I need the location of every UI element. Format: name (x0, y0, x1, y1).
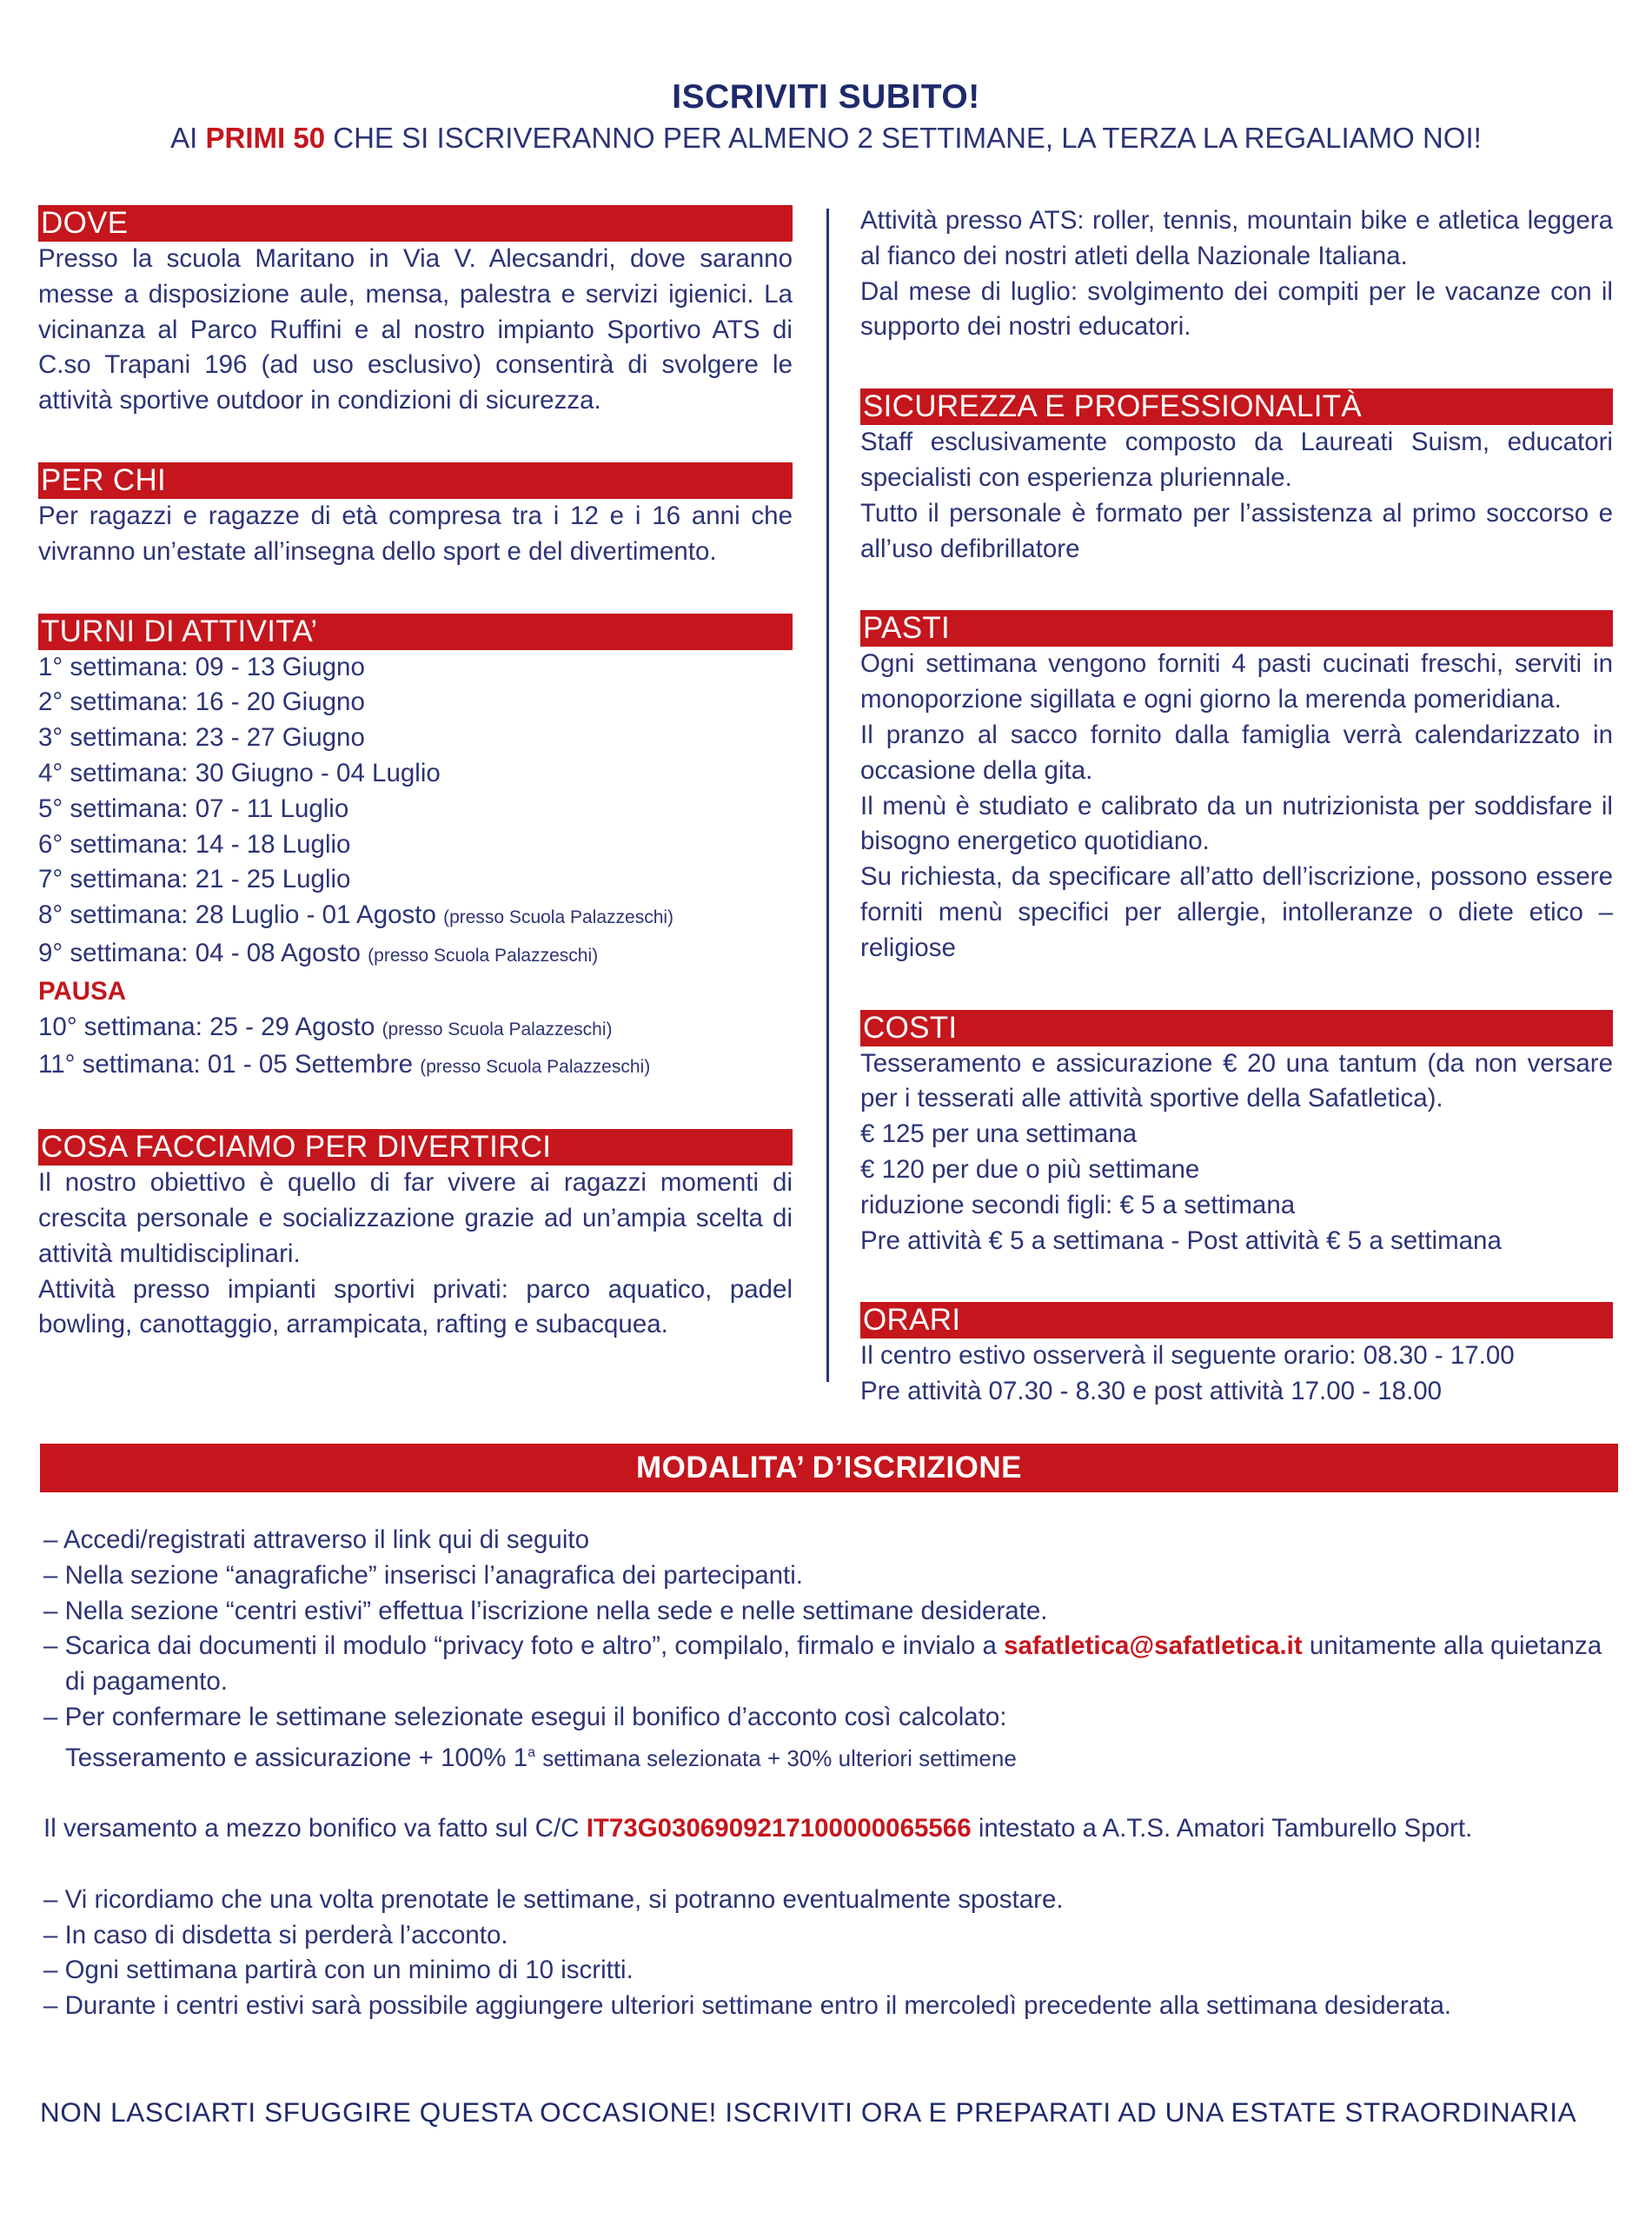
week-line (38, 721, 793, 756)
step4-post: unitamente alla quietanza di pagamento. (65, 1631, 1602, 1697)
week-label: 3° settimana: 23 - 27 Giugno (38, 723, 365, 753)
footer-cta: NON LASCIARTI SFUGGIRE QUESTA OCCASIONE! ISCRIVITI ORA E PREPARATI AD UNA ESTATE STRAORDINARIA (40, 2096, 1577, 2128)
week-line (38, 862, 793, 898)
week-line (38, 936, 793, 974)
email-link[interactable]: safatletica@safatletica.it (1004, 1631, 1303, 1661)
section-title-costi: COSTI (860, 1010, 1613, 1046)
week-label: 2° settimana: 16 - 20 Giugno (38, 687, 365, 717)
costi-line: € 125 per una settimana (860, 1119, 1138, 1149)
promo-pre: AI (170, 122, 198, 154)
formula-pre: Tesseramento e assicurazione + 100% 1 (65, 1743, 528, 1772)
section-title-orari: ORARI (860, 1302, 1613, 1338)
section-turni (38, 614, 793, 1086)
left-column (38, 205, 793, 1386)
pausa-label: PAUSA (38, 976, 127, 1006)
note-line: – In caso di disdetta si perderà l’acconto. (43, 1920, 508, 1949)
section-title-sicurezza: SICUREZZA E PROFESSIONALITÀ (860, 389, 1613, 425)
week-line (38, 1047, 793, 1086)
section-right-intro (860, 203, 1613, 345)
formula-post: settimana selezionata + 30% ulteriori settimene (542, 1744, 1017, 1771)
costi-line: Tesseramento e assicurazione € 20 una tantum (da non versare per i tesserati alle attività sportive della Safatletica). (860, 1048, 1613, 1113)
homework-text: Dal mese di luglio: svolgimento dei compiti per le vacanze con il supporto dei nostri educatori. (860, 276, 1613, 342)
week-label: 1° settimana: 09 - 13 Giugno (38, 652, 365, 681)
week-note: (presso Scuola Palazzeschi) (420, 1057, 651, 1078)
section-costi (860, 1010, 1613, 1259)
week-note: (presso Scuola Palazzeschi) (368, 945, 599, 966)
week-line (38, 1010, 793, 1048)
step-line: – Nella sezione “anagrafiche” inserisci l’anagrafica dei partecipanti. (43, 1560, 803, 1590)
spacer (43, 1776, 1618, 1811)
week-label: 9° settimana: 04 - 08 Agosto (38, 938, 361, 967)
cosa-facciamo-text-1: Il nostro obiettivo è quello di far vivere ai ragazzi momenti di crescita personale e socializzazione grazie ad un’ampia scelta di attività multidisciplinari. (38, 1168, 793, 1268)
bonifico-line (43, 1811, 1618, 1847)
pasti-text-4: Su richiesta, da specificare all’atto dell’iscrizione, possono essere forniti menù specifici per allergie, intolleranze o diete etico – religiose (860, 862, 1613, 962)
section-title-per-chi: PER CHI (38, 462, 793, 499)
week-label: 4° settimana: 30 Giugno - 04 Luglio (38, 758, 441, 787)
week-note: (presso Scuola Palazzeschi) (381, 1019, 613, 1039)
cosa-facciamo-text-2: Attività presso impianti sportivi privati: parco aquatico, padel bowling, canottaggio, arrampicata, rafting e subacquea. (38, 1274, 793, 1339)
week-note: (presso Scuola Palazzeschi) (443, 907, 674, 928)
costi-line: Pre attività € 5 a settimana - Post attività € 5 a settimana (860, 1225, 1502, 1255)
step-line: – Per confermare le settimane selezionate esegui il bonifico d’acconto così calcolato: (43, 1702, 1007, 1731)
week-line (38, 650, 793, 686)
section-pasti (860, 610, 1613, 966)
per-chi-text: Per ragazzi e ragazze di età compresa tra i 12 e i 16 anni che vivranno un’estate all’insegna dello sport e del divertimento. (38, 501, 793, 566)
header (0, 78, 1652, 155)
week-label: 7° settimana: 21 - 25 Luglio (38, 865, 351, 894)
step4-pre: – Scarica dai documenti il modulo “privacy foto e altro”, compilalo, firmalo e invialo a (43, 1631, 997, 1661)
pasti-text-2: Il pranzo al sacco fornito dalla famiglia verrà calendarizzato in occasione della gita. (860, 720, 1613, 785)
week-line (38, 898, 793, 936)
right-column (860, 205, 1613, 1453)
week-label: 11° settimana: 01 - 05 Settembre (38, 1050, 414, 1079)
formula-sup: a (527, 1744, 536, 1760)
column-divider (826, 209, 829, 1382)
costi-line: € 120 per due o più settimane (860, 1154, 1200, 1184)
week-label: 6° settimana: 14 - 18 Luglio (38, 829, 351, 859)
promo-highlight: PRIMI 50 (205, 122, 326, 154)
week-line (38, 792, 793, 827)
costi-line: riduzione secondi figli: € 5 a settimana (860, 1190, 1296, 1219)
bonifico-post: intestato a A.T.S. Amatori Tamburello Sport. (978, 1814, 1473, 1843)
section-orari (860, 1302, 1613, 1410)
section-title-dove: DOVE (38, 205, 793, 242)
section-cosa-facciamo (38, 1129, 793, 1343)
week-label: 5° settimana: 07 - 11 Luglio (38, 794, 349, 823)
modalita-section (43, 1523, 1618, 2024)
orari-line: Il centro estivo osserverà il seguente orario: 08.30 - 17.00 (860, 1341, 1515, 1371)
step-line (43, 1629, 1618, 1700)
note-line: – Durante i centri estivi sarà possibile aggiungere ulteriori settimane entro il mercoledì precedente alla settimana desiderata. (43, 1991, 1452, 2021)
step-line: – Accedi/registrati attraverso il link qui di seguito (43, 1525, 589, 1554)
promo-line (0, 122, 1652, 155)
section-sicurezza (860, 389, 1613, 567)
bonifico-pre: Il versamento a mezzo bonifico va fatto sul C/C (43, 1814, 580, 1843)
week-label: 8° settimana: 28 Luglio - 01 Agosto (38, 900, 436, 930)
sicurezza-text-2: Tutto il personale è formato per l’assistenza al primo soccorso e all’uso defibrillatore (860, 498, 1613, 563)
ats-activities-text: Attività presso ATS: roller, tennis, mountain bike e atletica leggera al fianco dei nostri atleti della Nazionale Italiana. (860, 206, 1613, 270)
iban-code: IT73G0306909217100000065566 (586, 1814, 972, 1843)
step-line: – Nella sezione “centri estivi” effettua l’iscrizione nella sede e nelle settimane desiderate. (43, 1596, 1048, 1625)
spacer (43, 1847, 1618, 1883)
pasti-text-3: Il menù è studiato e calibrato da un nutrizionista per soddisfare il bisogno energetico quotidiano. (860, 791, 1613, 856)
week-line (38, 827, 793, 863)
page-title: ISCRIVITI SUBITO! (672, 78, 980, 116)
note-line: – Vi ricordiamo che una volta prenotate le settimane, si potranno eventualmente spostare. (43, 1884, 1064, 1914)
week-line (38, 756, 793, 792)
promo-post: CHE SI ISCRIVERANNO PER ALMENO 2 SETTIMANE, LA TERZA LA REGALIAMO NOI! (333, 122, 1482, 154)
modalita-title: MODALITA’ D’ISCRIZIONE (40, 1444, 1618, 1492)
section-per-chi (38, 462, 793, 570)
orari-line: Pre attività 07.30 - 8.30 e post attività 17.00 - 18.00 (860, 1377, 1443, 1406)
section-title-pasti: PASTI (860, 610, 1613, 647)
week-line (38, 685, 793, 721)
note-line: – Ogni settimana partirà con un minimo di 10 iscritti. (43, 1956, 634, 1985)
week-label: 10° settimana: 25 - 29 Agosto (38, 1012, 375, 1041)
pasti-text-1: Ogni settimana vengono forniti 4 pasti cucinati freschi, serviti in monoporzione sigillata e ogni giorno la merenda pomeridiana. (860, 649, 1613, 714)
section-title-cosa-facciamo: COSA FACCIAMO PER DIVERTIRCI (38, 1129, 793, 1166)
sicurezza-text-1: Staff esclusivamente composto da Laureati Suism, educatori specialisti con esperienza pluriennale. (860, 428, 1613, 492)
dove-text: Presso la scuola Maritano in Via V. Alecsandri, dove saranno messe a disposizione aule, mensa, palestra e servizi igienici. La vicinanza al Parco Ruffini e al nostro impianto Sportivo ATS di C.so Trapani 196 (ad uso esclusivo) consentirà di svolgere le attività sportive outdoor in condizioni di sicurezza. (38, 244, 793, 415)
formula-line (43, 1736, 1618, 1777)
section-dove (38, 205, 793, 419)
section-title-turni: TURNI DI ATTIVITA’ (38, 614, 793, 650)
